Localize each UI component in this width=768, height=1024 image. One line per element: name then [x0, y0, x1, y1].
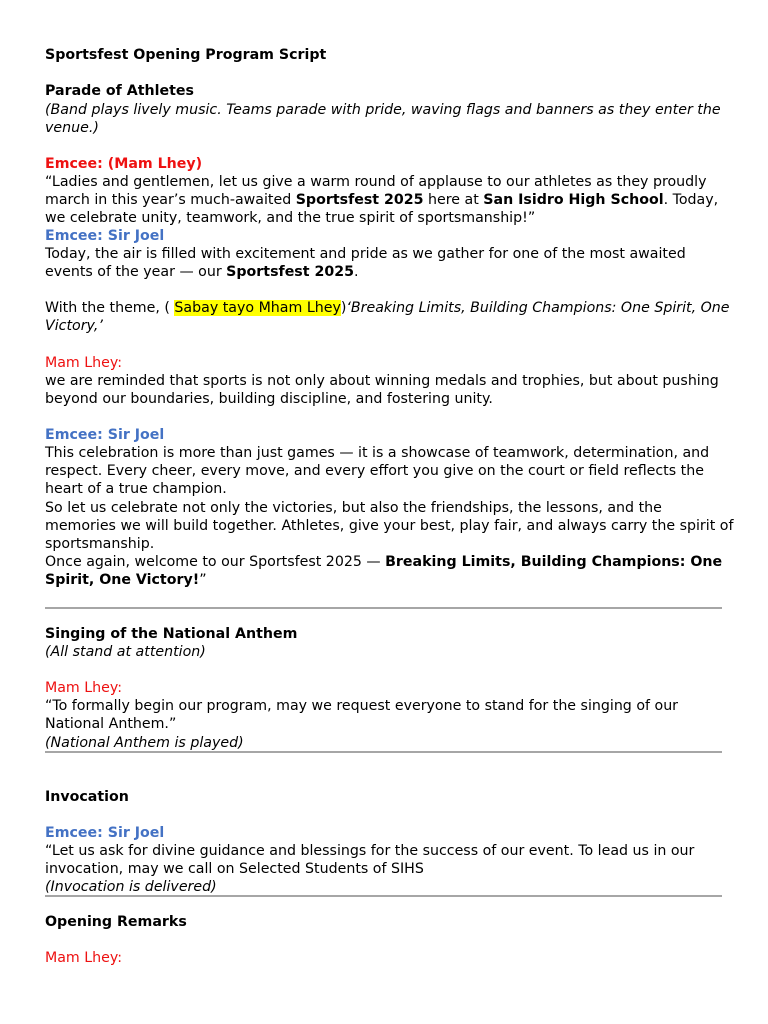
text: . [353, 264, 359, 280]
heading-remarks: Opening Remarks [45, 914, 187, 930]
heading-anthem: Singing of the National Anthem [45, 626, 298, 642]
horizontal-rule [45, 895, 722, 897]
text: ) [340, 300, 347, 316]
speaker-mam-lhey: Mam Lhey: [45, 950, 123, 966]
paragraph-closing [45, 553, 735, 589]
stage-direction: (All stand at attention) [45, 644, 206, 660]
paragraph-celebration: This celebration is more than just games — it is a showcase of teamwork, determination, and respect. Every cheer, every move, and every effort you give on the court or field reflects the heart of a true champion. [45, 445, 710, 497]
paragraph-welcome [45, 173, 735, 227]
text: ” [199, 572, 207, 588]
text-bold: Breaking Limits, Building Champions: One Spirit, One Victory! [45, 554, 723, 588]
text-bold: San Isidro High School [483, 192, 664, 208]
heading-parade: Parade of Athletes [45, 83, 194, 99]
speaker-sir-joel: Emcee: Sir Joel [45, 427, 165, 443]
paragraph-theme [45, 299, 735, 335]
highlighted-text: Sabay tayo Mham Lhey [174, 300, 341, 316]
stage-direction: (Invocation is delivered) [45, 879, 217, 895]
text: Today, the air is filled with excitement and pride as we gather for one of the most awaited events of the year — our [45, 246, 686, 280]
speaker-mam-lhey: Emcee: (Mam Lhey) [45, 156, 203, 172]
paragraph-excitement [45, 245, 735, 281]
paragraph-reminder: we are reminded that sports is not only about winning medals and trophies, but about pushing beyond our boundaries, building discipline, and fostering unity. [45, 373, 719, 407]
horizontal-rule [45, 751, 722, 753]
text: Once again, welcome to our Sportsfest 2025 — [45, 554, 386, 570]
heading-invocation: Invocation [45, 789, 129, 805]
stage-direction: (National Anthem is played) [45, 735, 244, 751]
text: With the theme, ( [45, 300, 175, 316]
theme-text: ‘Breaking Limits, Building Champions: One Spirit, One Victory,’ [45, 300, 730, 334]
text: . Today, we celebrate unity, teamwork, and the true spirit of sportsmanship!” [45, 192, 719, 226]
speaker-mam-lhey: Mam Lhey: [45, 355, 123, 371]
speaker-sir-joel: Emcee: Sir Joel [45, 228, 165, 244]
text: “Ladies and gentlemen, let us give a warm round of applause to our athletes as they proudly march in this year’s much-awaited [45, 174, 707, 208]
text: here at [423, 192, 484, 208]
speaker-mam-lhey: Mam Lhey: [45, 680, 123, 696]
paragraph-victories: So let us celebrate not only the victories, but also the friendships, the lessons, and the memories we will build together. Athletes, give your best, play fair, and always carry the spirit of sportsmanship. [45, 500, 734, 552]
horizontal-rule [45, 607, 722, 609]
stage-direction-parade: (Band plays lively music. Teams parade with pride, waving flags and banners as they enter the venue.) [45, 102, 721, 136]
doc-title: Sportsfest Opening Program Script [45, 47, 327, 63]
text-bold: Sportsfest 2025 [226, 264, 354, 280]
paragraph-anthem: “To formally begin our program, may we request everyone to stand for the singing of our National Anthem.” [45, 698, 679, 732]
paragraph-invocation: “Let us ask for divine guidance and blessings for the success of our event. To lead us in our invocation, may we call on Selected Students of SIHS [45, 843, 695, 877]
text-bold: Sportsfest 2025 [295, 192, 424, 208]
speaker-sir-joel: Emcee: Sir Joel [45, 825, 165, 841]
